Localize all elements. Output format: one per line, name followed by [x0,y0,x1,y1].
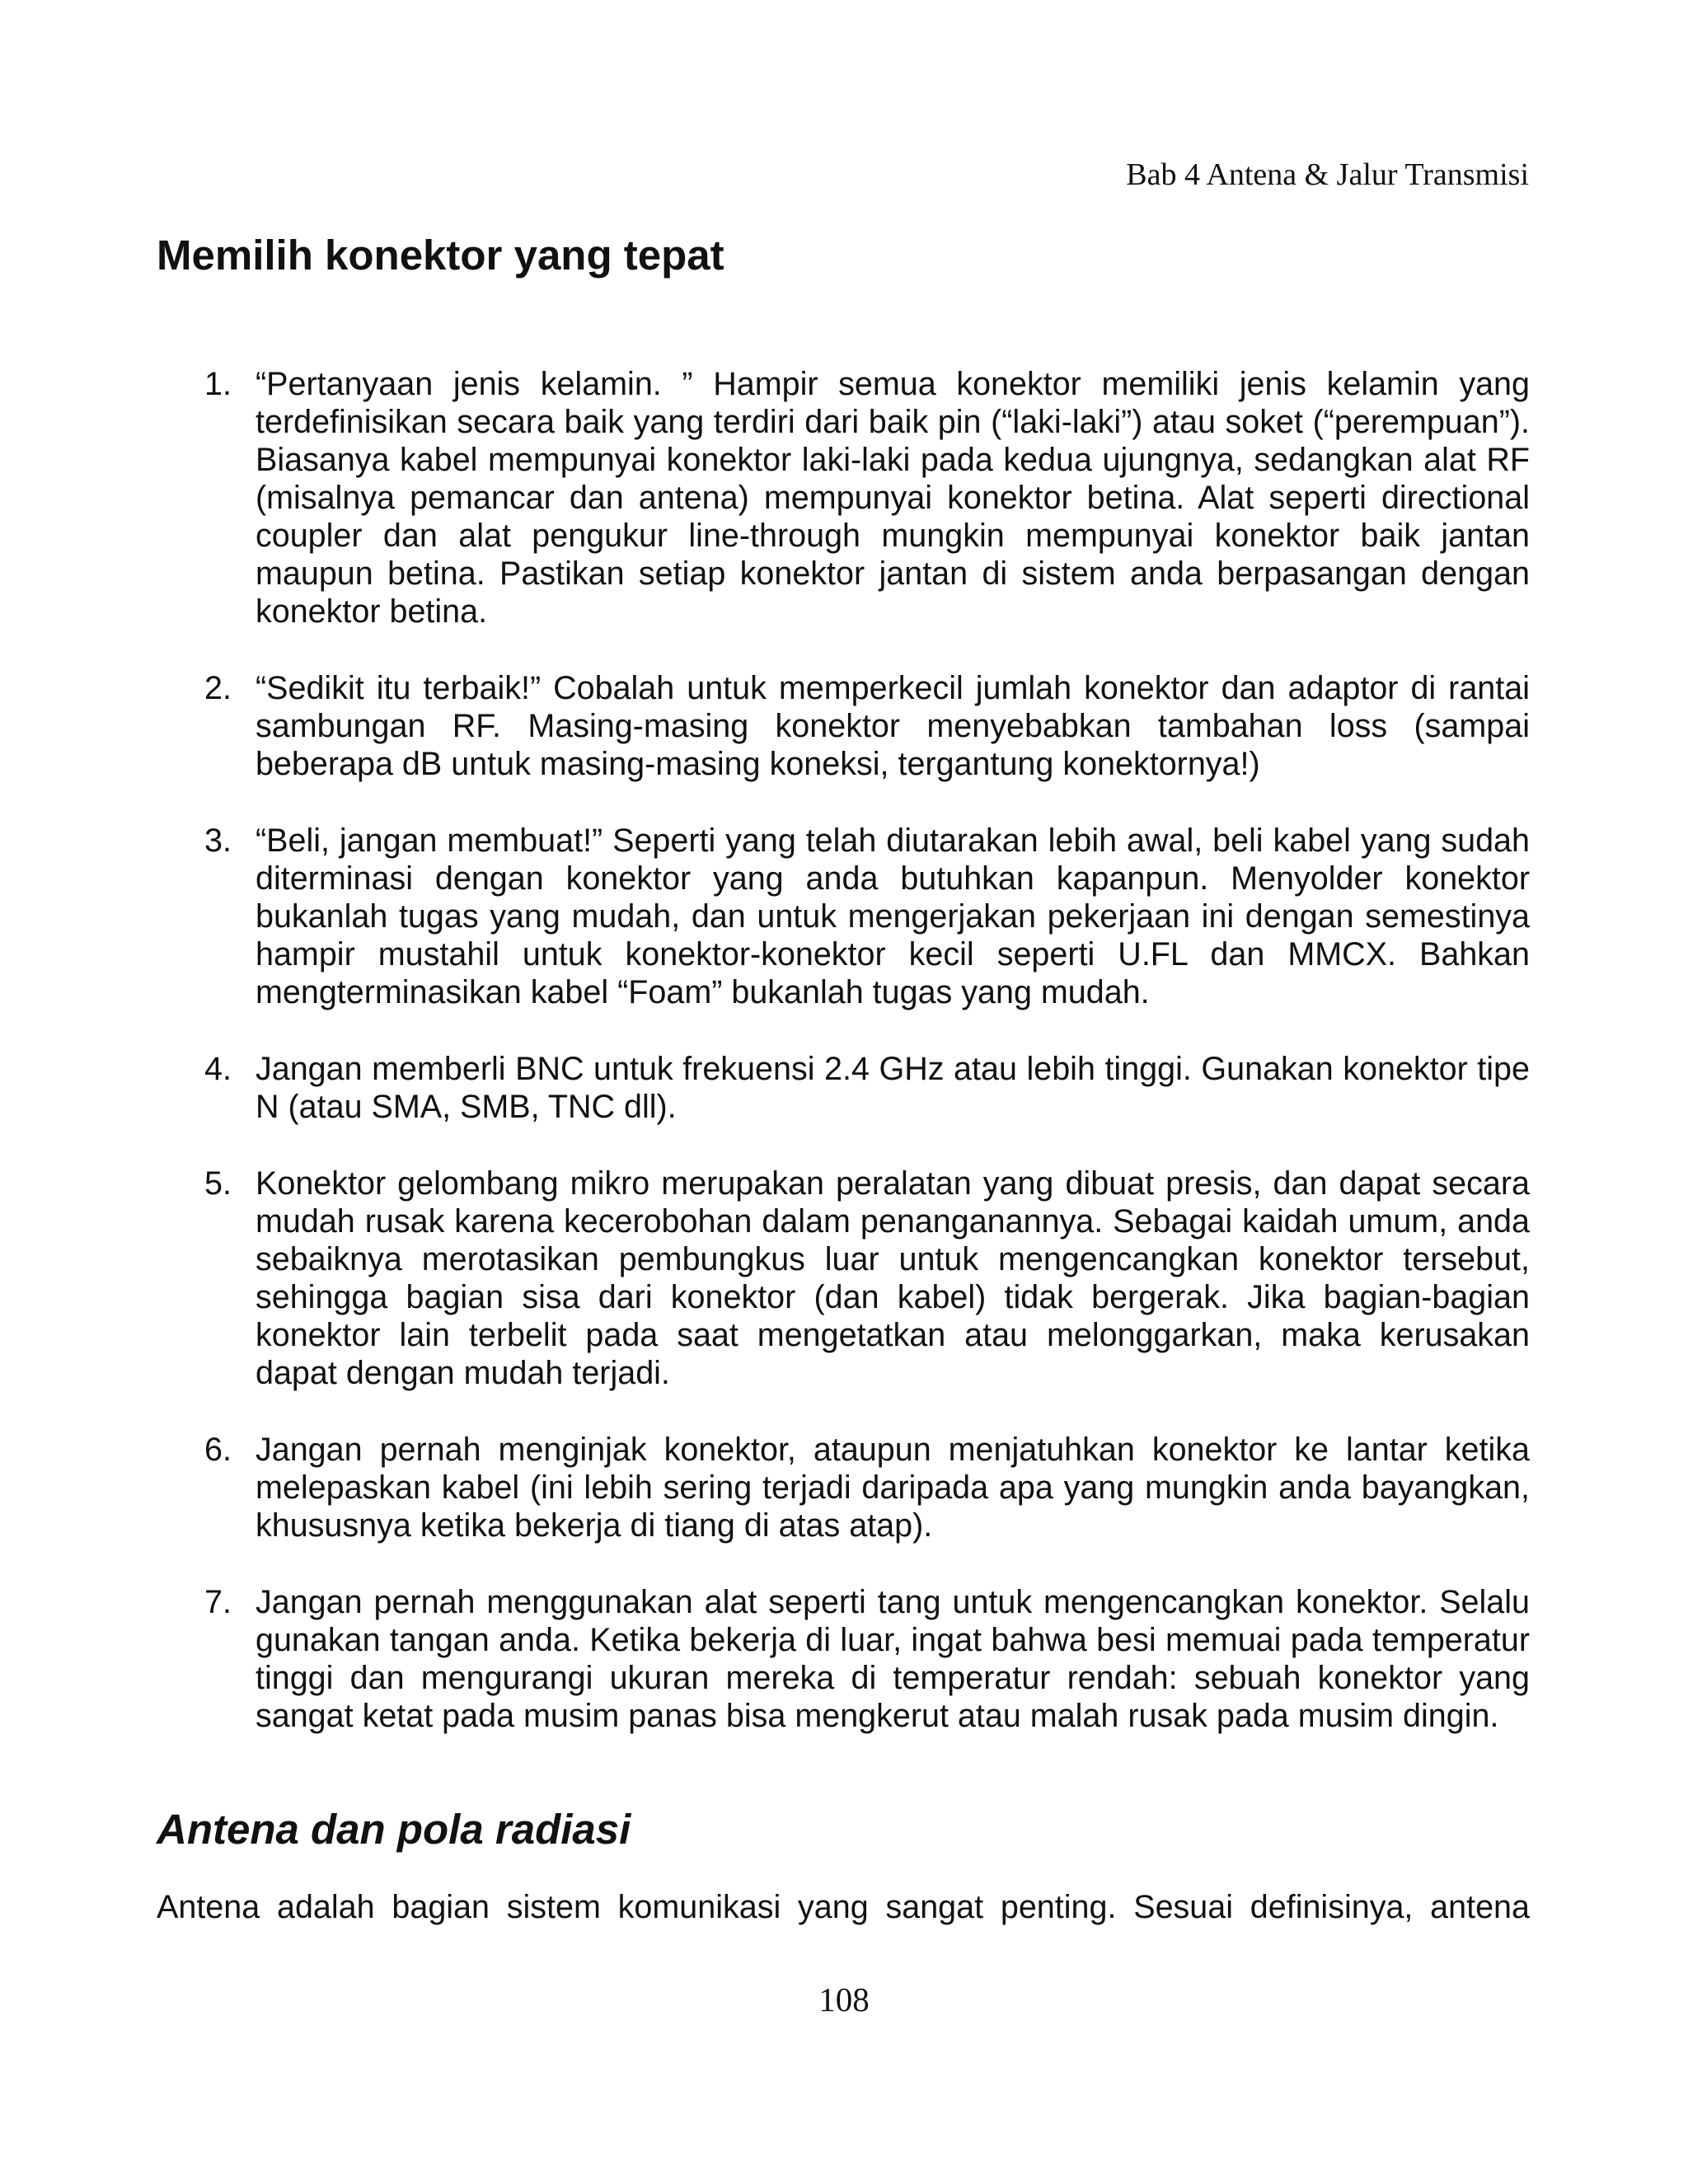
list-item [204,1165,1530,1392]
section-heading-connector-selection: Memilih konektor yang tepat [157,232,724,279]
list-item [204,365,1530,630]
list-item [204,1431,1530,1544]
list-item-number: 1. [204,366,232,402]
body-paragraph: Antena adalah bagian sistem komunikasi yang sangat penting. Sesuai definisinya, antena [157,1889,1530,1925]
list-item-number: 6. [204,1432,232,1468]
list-item-text: Jangan memberli BNC untuk frekuensi 2.4 GHz atau lebih tinggi. Gunakan konektor tipe N (atau SMA, SMB, TNC dll). [256,1051,1530,1125]
list-item-text: “Sedikit itu terbaik!” Cobalah untuk memperkecil jumlah konektor dan adaptor di rantai sambungan RF. Masing-masing konektor menyebabkan tambahan loss (sampai beberapa dB untuk masing-masing koneksi, tergantung konektornya!) [256,670,1530,782]
list-item-number: 3. [204,823,232,859]
page-number: 108 [818,1980,870,2018]
list-item [204,1583,1530,1735]
list-item-number: 5. [204,1165,232,1202]
list-item [204,822,1530,1011]
running-header: Bab 4 Antena & Jalur Transmisi [1126,157,1529,192]
list-item-number: 2. [204,670,232,706]
list-item [204,1050,1530,1126]
list-item-text: Konektor gelombang mikro merupakan peralatan yang dibuat presis, dan dapat secara mudah rusak karena kecerobohan dalam penanganannya. Sebagai kaidah umum, anda sebaiknya merotasikan pembungkus luar untuk mengencangkan konektor tersebut, sehingga bagian sisa dari konektor (dan kabel) tidak bergerak. Jika bagian-bagian konektor lain terbelit pada saat mengetatkan atau melonggarkan, maka kerusakan dapat dengan mudah terjadi. [256,1165,1530,1391]
list-item-number: 4. [204,1051,232,1087]
list-item-text: “Pertanyaan jenis kelamin. ” Hampir semua konektor memiliki jenis kelamin yang terdefinisikan secara baik yang terdiri dari baik pin (“laki-laki”) atau soket (“perempuan”). Biasanya kabel mempunyai konektor laki-laki pada kedua ujungnya, sedangkan alat RF (misalnya pemancar dan antena) mempunyai konektor betina. Alat seperti directional coupler dan alat pengukur line-through mungkin mempunyai konektor baik jantan maupun betina. Pastikan setiap konektor jantan di sistem anda berpasangan dengan konektor betina. [256,366,1530,630]
connector-tips-list [204,365,1530,1774]
list-item-text: “Beli, jangan membuat!” Seperti yang telah diutarakan lebih awal, beli kabel yang sudah diterminasi dengan konektor yang anda butuhkan kapanpun. Menyolder konektor bukanlah tugas yang mudah, dan untuk mengerjakan pekerjaan ini dengan semestinya hampir mustahil untuk konektor-konektor kecil seperti U.FL dan MMCX. Bahkan mengterminasikan kabel “Foam” bukanlah tugas yang mudah. [256,823,1530,1010]
section-heading-antenna-radiation: Antena dan pola radiasi [157,1806,631,1853]
list-item-number: 7. [204,1584,232,1620]
list-item [204,669,1530,783]
list-item-text: Jangan pernah menggunakan alat seperti tang untuk mengencangkan konektor. Selalu gunakan tangan anda. Ketika bekerja di luar, ingat bahwa besi memuai pada temperatur tinggi dan mengurangi ukuran mereka di temperatur rendah: sebuah konektor yang sangat ketat pada musim panas bisa mengkerut atau malah rusak pada musim dingin. [256,1584,1530,1734]
list-item-text: Jangan pernah menginjak konektor, ataupun menjatuhkan konektor ke lantar ketika melepaskan kabel (ini lebih sering terjadi daripada apa yang mungkin anda bayangkan, khususnya ketika bekerja di tiang di atas atap). [256,1432,1530,1544]
